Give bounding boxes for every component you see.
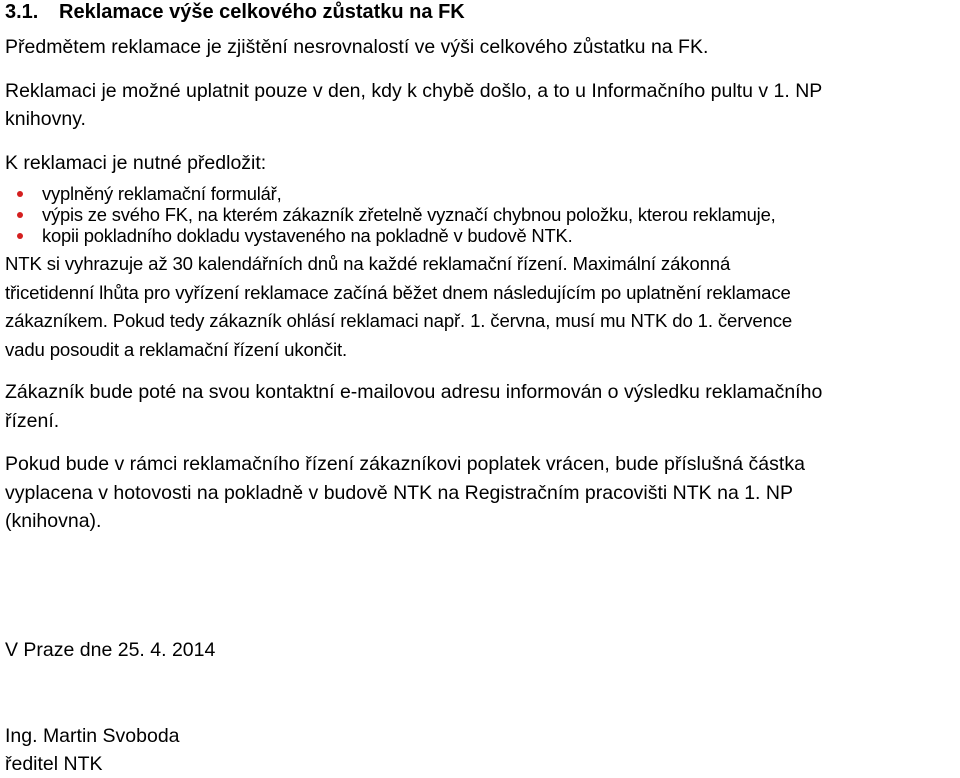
- bullet-icon: [17, 233, 23, 239]
- bullet-icon: [17, 191, 23, 197]
- place-and-date: V Praze dne 25. 4. 2014: [5, 639, 216, 661]
- list-item: [0, 204, 776, 225]
- section-heading: [5, 1, 465, 24]
- paragraph-refund-line-3: (knihovna).: [5, 510, 102, 532]
- paragraph-deadline-line-1: NTK si vyhrazuje až 30 kalendářních dnů na každé reklamační řízení. Maximální zákonná: [5, 253, 731, 274]
- paragraph-notification-line-1: Zákazník bude poté na svou kontaktní e-mailovou adresu informován o výsledku reklamačního: [5, 381, 823, 403]
- list-item-text: výpis ze svého FK, na kterém zákazník zřetelně vyznačí chybnou položku, kterou reklamuje,: [42, 204, 776, 225]
- paragraph-when-line-2: knihovny.: [5, 108, 86, 130]
- required-documents-list: [0, 183, 776, 246]
- list-item-text: kopii pokladního dokladu vystaveného na pokladně v budově NTK.: [42, 225, 573, 246]
- list-item: [0, 183, 776, 204]
- paragraph-when-line-1: Reklamaci je možné uplatnit pouze v den, kdy k chybě došlo, a to u Informačního pultu v 1. NP: [5, 80, 823, 102]
- paragraph-deadline-line-4: vadu posoudit a reklamační řízení ukončit.: [5, 339, 348, 360]
- bullet-icon: [17, 212, 23, 218]
- section-number: 3.1.: [5, 1, 39, 23]
- paragraph-required-intro: K reklamaci je nutné předložit:: [5, 152, 267, 174]
- signatory-role: ředitel NTK: [5, 753, 103, 775]
- paragraph-deadline-line-2: třicetidenní lhůta pro vyřízení reklamace začíná běžet dnem následujícím po uplatnění reklamace: [5, 282, 791, 303]
- signatory-name: Ing. Martin Svoboda: [5, 725, 180, 747]
- list-item-text: vyplněný reklamační formulář,: [42, 183, 282, 204]
- paragraph-refund-line-1: Pokud bude v rámci reklamačního řízení zákazníkovi poplatek vrácen, bude příslušná částka: [5, 453, 805, 475]
- list-item: [0, 225, 776, 246]
- paragraph-notification-line-2: řízení.: [5, 410, 60, 432]
- paragraph-deadline-line-3: zákazníkem. Pokud tedy zákazník ohlásí reklamaci např. 1. června, musí mu NTK do 1. července: [5, 310, 793, 331]
- paragraph-subject: Předmětem reklamace je zjištění nesrovnalostí ve výši celkového zůstatku na FK.: [5, 36, 709, 58]
- paragraph-refund-line-2: vyplacena v hotovosti na pokladně v budově NTK na Registračním pracovišti NTK na 1. NP: [5, 482, 793, 504]
- section-title: Reklamace výše celkového zůstatku na FK: [59, 1, 465, 23]
